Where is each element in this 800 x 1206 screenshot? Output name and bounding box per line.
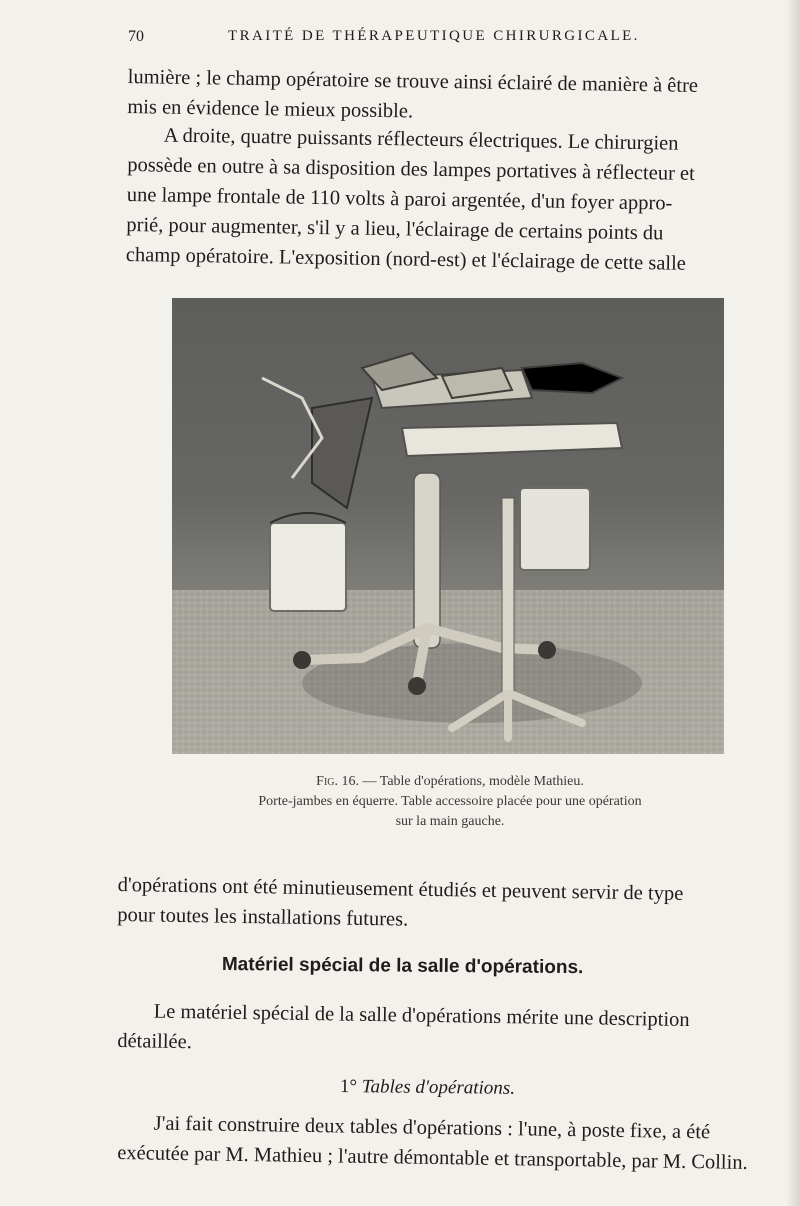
side-table-top (402, 423, 622, 456)
figure-caption (190, 772, 710, 832)
text-line: mis en évidence le mieux possible. (127, 95, 414, 123)
final-paragraph (117, 1108, 768, 1178)
left-bucket-handle (270, 513, 346, 523)
text-line: A droite, quatre puissants réflecteurs électriques. Le chirurgien (163, 124, 679, 155)
continuation-paragraph (117, 870, 768, 940)
operating-table-illustration (172, 298, 724, 754)
text-line: prié, pour augmenter, s'il y a lieu, l'éclairage de certains points du (126, 213, 664, 245)
caption-title: — Table d'opérations, modèle Mathieu. (359, 774, 584, 789)
text-line: Le matériel spécial de la salle d'opérations mérite une description (153, 1000, 690, 1031)
text-line: d'opérations ont été minutieusement étudiés et peuvent servir de type (117, 873, 684, 905)
subsection-title: Tables d'opérations. (361, 1076, 516, 1099)
text-line: exécutée par M. Mathieu ; l'autre démontable et transportable, par M. Collin. (117, 1141, 748, 1174)
caption-line: sur la main gauche. (395, 814, 505, 829)
caster-left (293, 651, 311, 669)
section-heading: Matériel spécial de la salle d'opérations. (221, 954, 584, 979)
subsection-heading (340, 1076, 515, 1100)
running-title: TRAITÉ DE THÉRAPEUTIQUE CHIRURGICALE. (228, 28, 640, 44)
page-number: 70 (128, 28, 144, 45)
figure-photograph (172, 298, 724, 754)
caption-label: Fig. 16. (316, 774, 359, 789)
section-paragraph (117, 996, 768, 1066)
right-bucket (520, 488, 590, 570)
side-table-post (502, 498, 514, 698)
central-column (414, 473, 440, 648)
leg-holder-funnel (312, 398, 372, 508)
left-bucket (270, 523, 346, 611)
subsection-number: 1° (339, 1076, 362, 1098)
caster-right (538, 641, 556, 659)
table-section-right (522, 363, 622, 393)
second-paragraph (126, 120, 772, 280)
running-head (128, 28, 688, 50)
text-line: lumière ; le champ opératoire se trouve ainsi éclairé de manière à être (127, 65, 699, 97)
text-line: détaillée. (117, 1029, 193, 1054)
caption-line: Porte-jambes en équerre. Table accessoire placée pour une opération (258, 794, 642, 809)
text-line: champ opératoire. L'exposition (nord-est) et l'éclairage de cette salle (125, 243, 687, 275)
text-line: pour toutes les installations futures. (117, 903, 409, 931)
page-edge-shadow (786, 0, 800, 1206)
text-line: J'ai fait construire deux tables d'opérations : l'une, à poste fixe, a été (153, 1112, 711, 1144)
caption-line (190, 772, 710, 792)
caster-front (408, 677, 426, 695)
text-line: possède en outre à sa disposition des lampes portatives à réflecteur et (127, 153, 695, 185)
text-line: une lampe frontale de 110 volts à paroi argentée, d'un foyer appro- (126, 183, 673, 215)
